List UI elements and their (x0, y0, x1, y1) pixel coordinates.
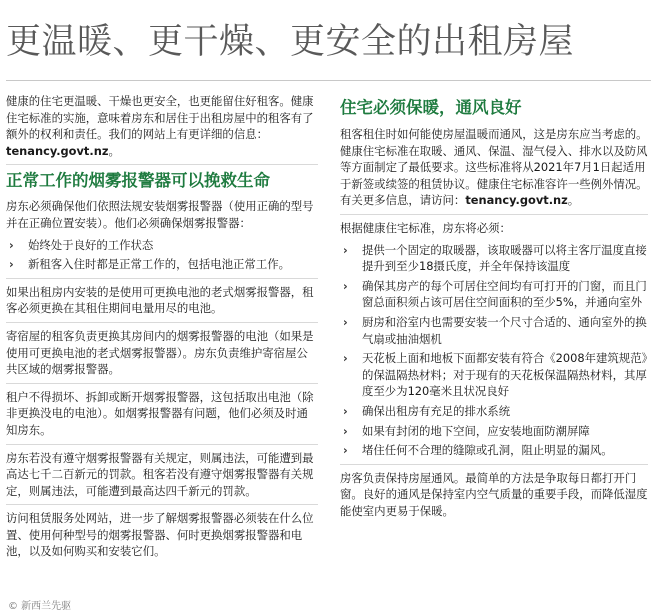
list-item: › 如果有封闭的地下空间，应安装地面防潮屏障 (340, 423, 648, 440)
heating-text: 租客租住时如何能使房屋温暖而通风，这是房东应当考虑的。健康住宅标准在取暖、通风、保温、湿气侵入、排水以及防风等方面制定了最低要求。这些标准将从2021年7月1日起适用于新签或续签的租赁协议。健康住宅标准容许一些例外情况。有关更多信息，请访问： (340, 127, 648, 208)
intro-text: 健康的住宅更温暖、干燥也更安全，也更能留住好租客。健康住宅标准的实施，意味着房东和居住于出租房屋中的租客有了额外的权利和责任。我们的网站上有更详细的信息： (6, 94, 314, 142)
smoke-alarm-paragraph-4: 租户不得损坏、拆卸或断开烟雾报警器，这包括取出电池（除非更换没电的电池）。如烟雾报警器有问题，他们必须及时通知房东。 (6, 389, 314, 437)
smoke-alarm-list (6, 237, 318, 273)
smoke-alarm-paragraph-2: 如果出租房内安装的是使用可更换电池的老式烟雾报警器，租客必须更换在其租住期间电量用尽的电池。 (6, 284, 314, 316)
paragraph-divider (6, 504, 318, 505)
list-item: › 天花板上面和地板下面都安装有符合《2008年建筑规范》的保温隔热材料；对于现有的天花板保温隔热材料，其厚度至少为120毫米且状况良好 (340, 350, 648, 400)
list-item: › 确保出租房有充足的排水系统 (340, 403, 648, 420)
landlord-requirements-list (340, 242, 648, 459)
watermark: © 新西兰先驱 (8, 601, 72, 612)
intro-website-link[interactable]: tenancy.govt.nz (6, 143, 109, 158)
intro-end: 。 (108, 143, 120, 158)
title-divider (6, 80, 651, 81)
list-item: › 提供一个固定的取暖器，该取暖器可以将主客厅温度直接提升到至少18摄氏度，并全年保持该温度 (340, 242, 648, 275)
page-title: 更温暖、更干燥、更安全的出租房屋 (6, 22, 575, 62)
heating-paragraph-1 (340, 126, 648, 209)
paragraph-divider (6, 278, 318, 279)
smoke-alarm-paragraph-6: 访问租赁服务处网站，进一步了解烟雾报警器必须装在什么位置、使用何种型号的烟雾报警器、何时更换烟雾报警器和电池，以及如何购买和安装它们。 (6, 511, 314, 559)
heating-ventilation-heading: 住宅必须保暖，通风良好 (340, 98, 522, 117)
paragraph-divider (6, 444, 318, 445)
smoke-alarm-paragraph-3: 寄宿屋的租客负责更换其房间内的烟雾报警器的电池（如果是使用可更换电池的老式烟雾报警器）。房东负责维护寄宿屋公共区域的烟雾报警器。 (6, 328, 314, 377)
left-column (6, 93, 318, 565)
paragraph-divider (340, 214, 648, 215)
list-item: › 厨房和浴室内也需要安装一个尺寸合适的、通向室外的换气扇或抽油烟机 (340, 314, 648, 347)
paragraph-divider (6, 322, 318, 323)
paragraph-divider (340, 464, 648, 465)
smoke-alarm-paragraph-1: 房东必须确保他们依照法规安装烟雾报警器（使用正确的型号并在正确位置安装）。他们必须确保烟雾报警器： (6, 199, 314, 230)
heating-end: 。 (567, 193, 580, 208)
list-item: › 始终处于良好的工作状态 (6, 237, 318, 254)
list-item: › 确保其房产的每个可居住空间均有可打开的门窗，而且门窗总面积须占该可居住空间面积的至少5%，并通向室外 (340, 278, 648, 311)
section-divider (6, 164, 318, 165)
intro-paragraph (6, 93, 318, 159)
smoke-alarm-heading: 正常工作的烟雾报警器可以挽救生命 (6, 171, 270, 191)
list-item: › 堵住任何不合理的缝隙或孔洞，阻止明显的漏风。 (340, 442, 648, 459)
paragraph-divider (6, 383, 318, 384)
right-column (340, 93, 648, 524)
smoke-alarm-paragraph-5: 房东若没有遵守烟雾报警器有关规定，则属违法，可能遭到最高达七千二百新元的罚款。租客若没有遵守烟雾报警器有关规定，则属违法，可能遭到最高达四千新元的罚款。 (6, 450, 314, 498)
heating-paragraph-2: 根据健康住宅标准，房东将必须： (340, 220, 511, 235)
heating-paragraph-3: 房客负责保持房屋通风。最简单的方法是争取每日都打开门窗。良好的通风是保持室内空气质量的重要手段，而降低湿度能使室内更易于保暖。 (340, 470, 648, 518)
list-item: › 新租客入住时都是正常工作的，包括电池正常工作。 (6, 256, 318, 273)
heating-website-link[interactable]: tenancy.govt.nz (465, 193, 568, 208)
